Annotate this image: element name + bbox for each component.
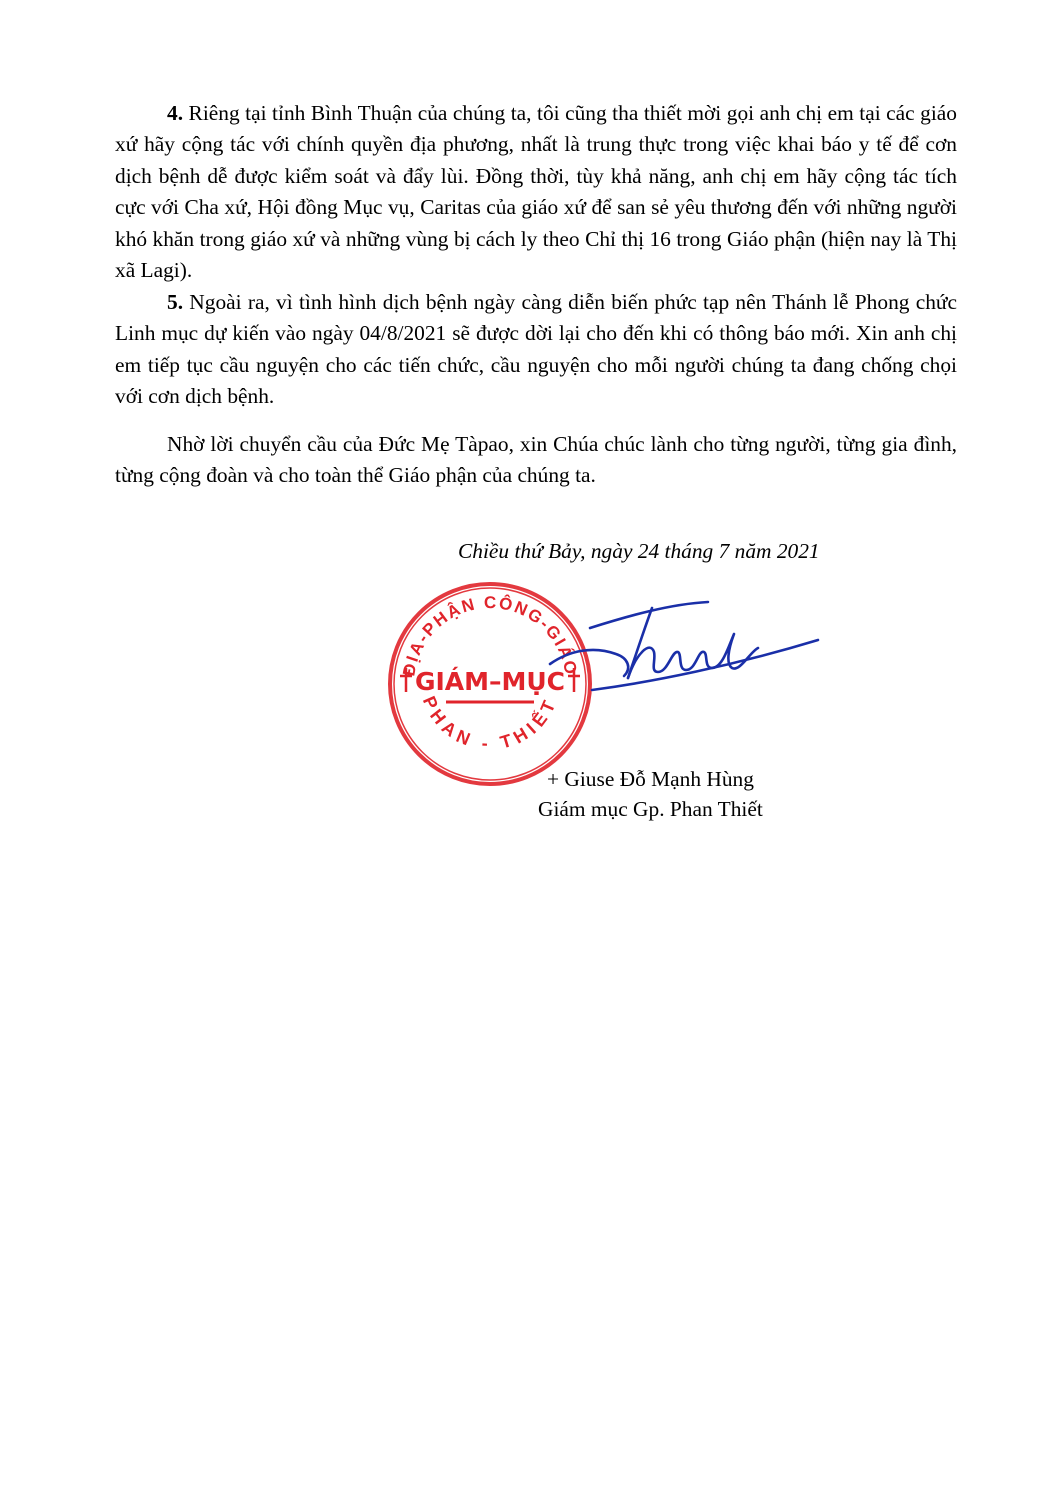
paragraph-4 (115, 98, 957, 286)
handwritten-signature (532, 594, 822, 704)
paragraph-text: Nhờ lời chuyển cầu của Đức Mẹ Tàpao, xin Chúa chúc lành cho từng người, từng gia đình, từng cộng đoàn và cho toàn thể Giáo phận của chúng ta. (115, 432, 957, 488)
signer-block (538, 764, 763, 824)
closing-paragraph (115, 429, 957, 492)
paragraph-text: Ngoài ra, vì tình hình dịch bệnh ngày càng diễn biến phức tạp nên Thánh lễ Phong chức Linh mục dự kiến vào ngày 04/8/2021 sẽ được dời lại cho đến khi có thông báo mới. Xin anh chị em tiếp tục cầu nguyện cho các tiến chức, cầu nguyện cho mỗi người chúng ta đang chống chọi với cơn dịch bệnh. (115, 290, 957, 409)
paragraph-number: 4. (167, 101, 184, 125)
dateline: Chiều thứ Bảy, ngày 24 tháng 7 năm 2021 (458, 539, 820, 563)
seal-center-text: GIÁM–MỤC (414, 667, 566, 696)
seal-top-arc-text: ĐỊA-PHẬN CÔNG-GIÁO (399, 592, 581, 678)
seal-bottom-arc-text: PHAN - THIẾT (418, 693, 562, 754)
paragraph-text: Riêng tại tỉnh Bình Thuận của chúng ta, tôi cũng tha thiết mời gọi anh chị em tại các giáo xứ hãy cộng tác với chính quyền địa phương, nhất là trung thực trong việc khai báo y tế để cơn dịch bệnh dễ được kiểm soát và đẩy lùi. Đồng thời, tùy khả năng, anh chị em hãy cộng tác tích cực với Cha xứ, Hội đồng Mục vụ, Caritas của giáo xứ để san sẻ yêu thương đến với những người khó khăn trong giáo xứ và những vùng bị cách ly theo Chỉ thị 16 trong Giáo phận (hiện nay là Thị xã Lagi). (115, 101, 957, 283)
paragraph-number: 5. (167, 290, 184, 314)
signer-name: + Giuse Đỗ Mạnh Hùng (547, 767, 754, 791)
signer-title: Giám mục Gp. Phan Thiết (538, 797, 763, 821)
paragraph-5 (115, 287, 957, 413)
